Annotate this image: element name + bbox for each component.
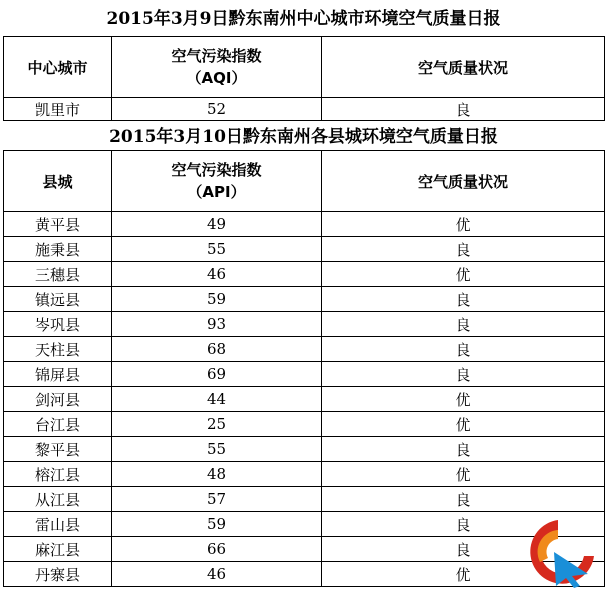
index-cell: 57 [112, 487, 322, 512]
city-cell: 雷山县 [4, 512, 112, 537]
city-cell: 台江县 [4, 412, 112, 437]
status-cell: 良 [322, 287, 605, 312]
table-row [4, 437, 605, 462]
table-header-row [4, 37, 605, 98]
table-row [4, 287, 605, 312]
city-cell: 三穗县 [4, 262, 112, 287]
index-cell: 46 [112, 562, 322, 587]
index-cell: 66 [112, 537, 322, 562]
status-cell: 优 [322, 562, 605, 587]
city-cell: 剑河县 [4, 387, 112, 412]
swirl-logo-icon [514, 512, 602, 588]
index-cell: 55 [112, 437, 322, 462]
table-row [4, 362, 605, 387]
city-cell: 榕江县 [4, 462, 112, 487]
table-row [4, 262, 605, 287]
table-row [4, 312, 605, 337]
header-index-line1: 空气污染指数 [171, 161, 262, 179]
city-cell: 麻江县 [4, 537, 112, 562]
header-index-line2: （AQI） [186, 69, 247, 87]
index-cell: 48 [112, 462, 322, 487]
city-cell: 从江县 [4, 487, 112, 512]
city-cell: 黎平县 [4, 437, 112, 462]
index-cell: 49 [112, 212, 322, 237]
status-cell: 良 [322, 487, 605, 512]
city-cell: 凯里市 [4, 98, 112, 121]
index-cell: 59 [112, 512, 322, 537]
header-city: 中心城市 [4, 37, 112, 98]
index-cell: 69 [112, 362, 322, 387]
header-index-line1: 空气污染指数 [171, 47, 262, 65]
status-cell: 良 [322, 437, 605, 462]
status-cell: 优 [322, 462, 605, 487]
table-row [4, 487, 605, 512]
table-row [4, 337, 605, 362]
table-row [4, 462, 605, 487]
city-aqi-table [3, 36, 605, 121]
city-cell: 天柱县 [4, 337, 112, 362]
status-cell: 良 [322, 362, 605, 387]
report2-title: 2015年3月10日黔东南州各县城环境空气质量日报 [109, 127, 498, 147]
city-cell: 黄平县 [4, 212, 112, 237]
table-header-row [4, 151, 605, 212]
header-status: 空气质量状况 [322, 151, 605, 212]
table-row [4, 237, 605, 262]
status-cell: 良 [322, 537, 605, 562]
report1-title: 2015年3月9日黔东南州中心城市环境空气质量日报 [106, 9, 501, 29]
index-cell: 68 [112, 337, 322, 362]
table-row [4, 387, 605, 412]
table-body [4, 98, 605, 121]
index-cell: 52 [112, 98, 322, 121]
index-cell: 44 [112, 387, 322, 412]
status-cell: 良 [322, 337, 605, 362]
table-row [4, 98, 605, 121]
header-index [112, 151, 322, 212]
header-index-line2: （API） [187, 183, 246, 201]
header-index [112, 37, 322, 98]
city-cell: 镇远县 [4, 287, 112, 312]
header-county: 县城 [4, 151, 112, 212]
city-cell: 岑巩县 [4, 312, 112, 337]
table-row [4, 412, 605, 437]
city-cell: 锦屏县 [4, 362, 112, 387]
index-cell: 59 [112, 287, 322, 312]
city-cell: 丹寨县 [4, 562, 112, 587]
table-row [4, 212, 605, 237]
status-cell: 优 [322, 262, 605, 287]
status-cell: 良 [322, 312, 605, 337]
status-cell: 优 [322, 387, 605, 412]
city-cell: 施秉县 [4, 237, 112, 262]
status-cell: 优 [322, 412, 605, 437]
index-cell: 55 [112, 237, 322, 262]
index-cell: 93 [112, 312, 322, 337]
header-status: 空气质量状况 [322, 37, 605, 98]
status-cell: 优 [322, 212, 605, 237]
status-cell: 良 [322, 512, 605, 537]
index-cell: 25 [112, 412, 322, 437]
index-cell: 46 [112, 262, 322, 287]
status-cell: 良 [322, 98, 605, 121]
status-cell: 良 [322, 237, 605, 262]
